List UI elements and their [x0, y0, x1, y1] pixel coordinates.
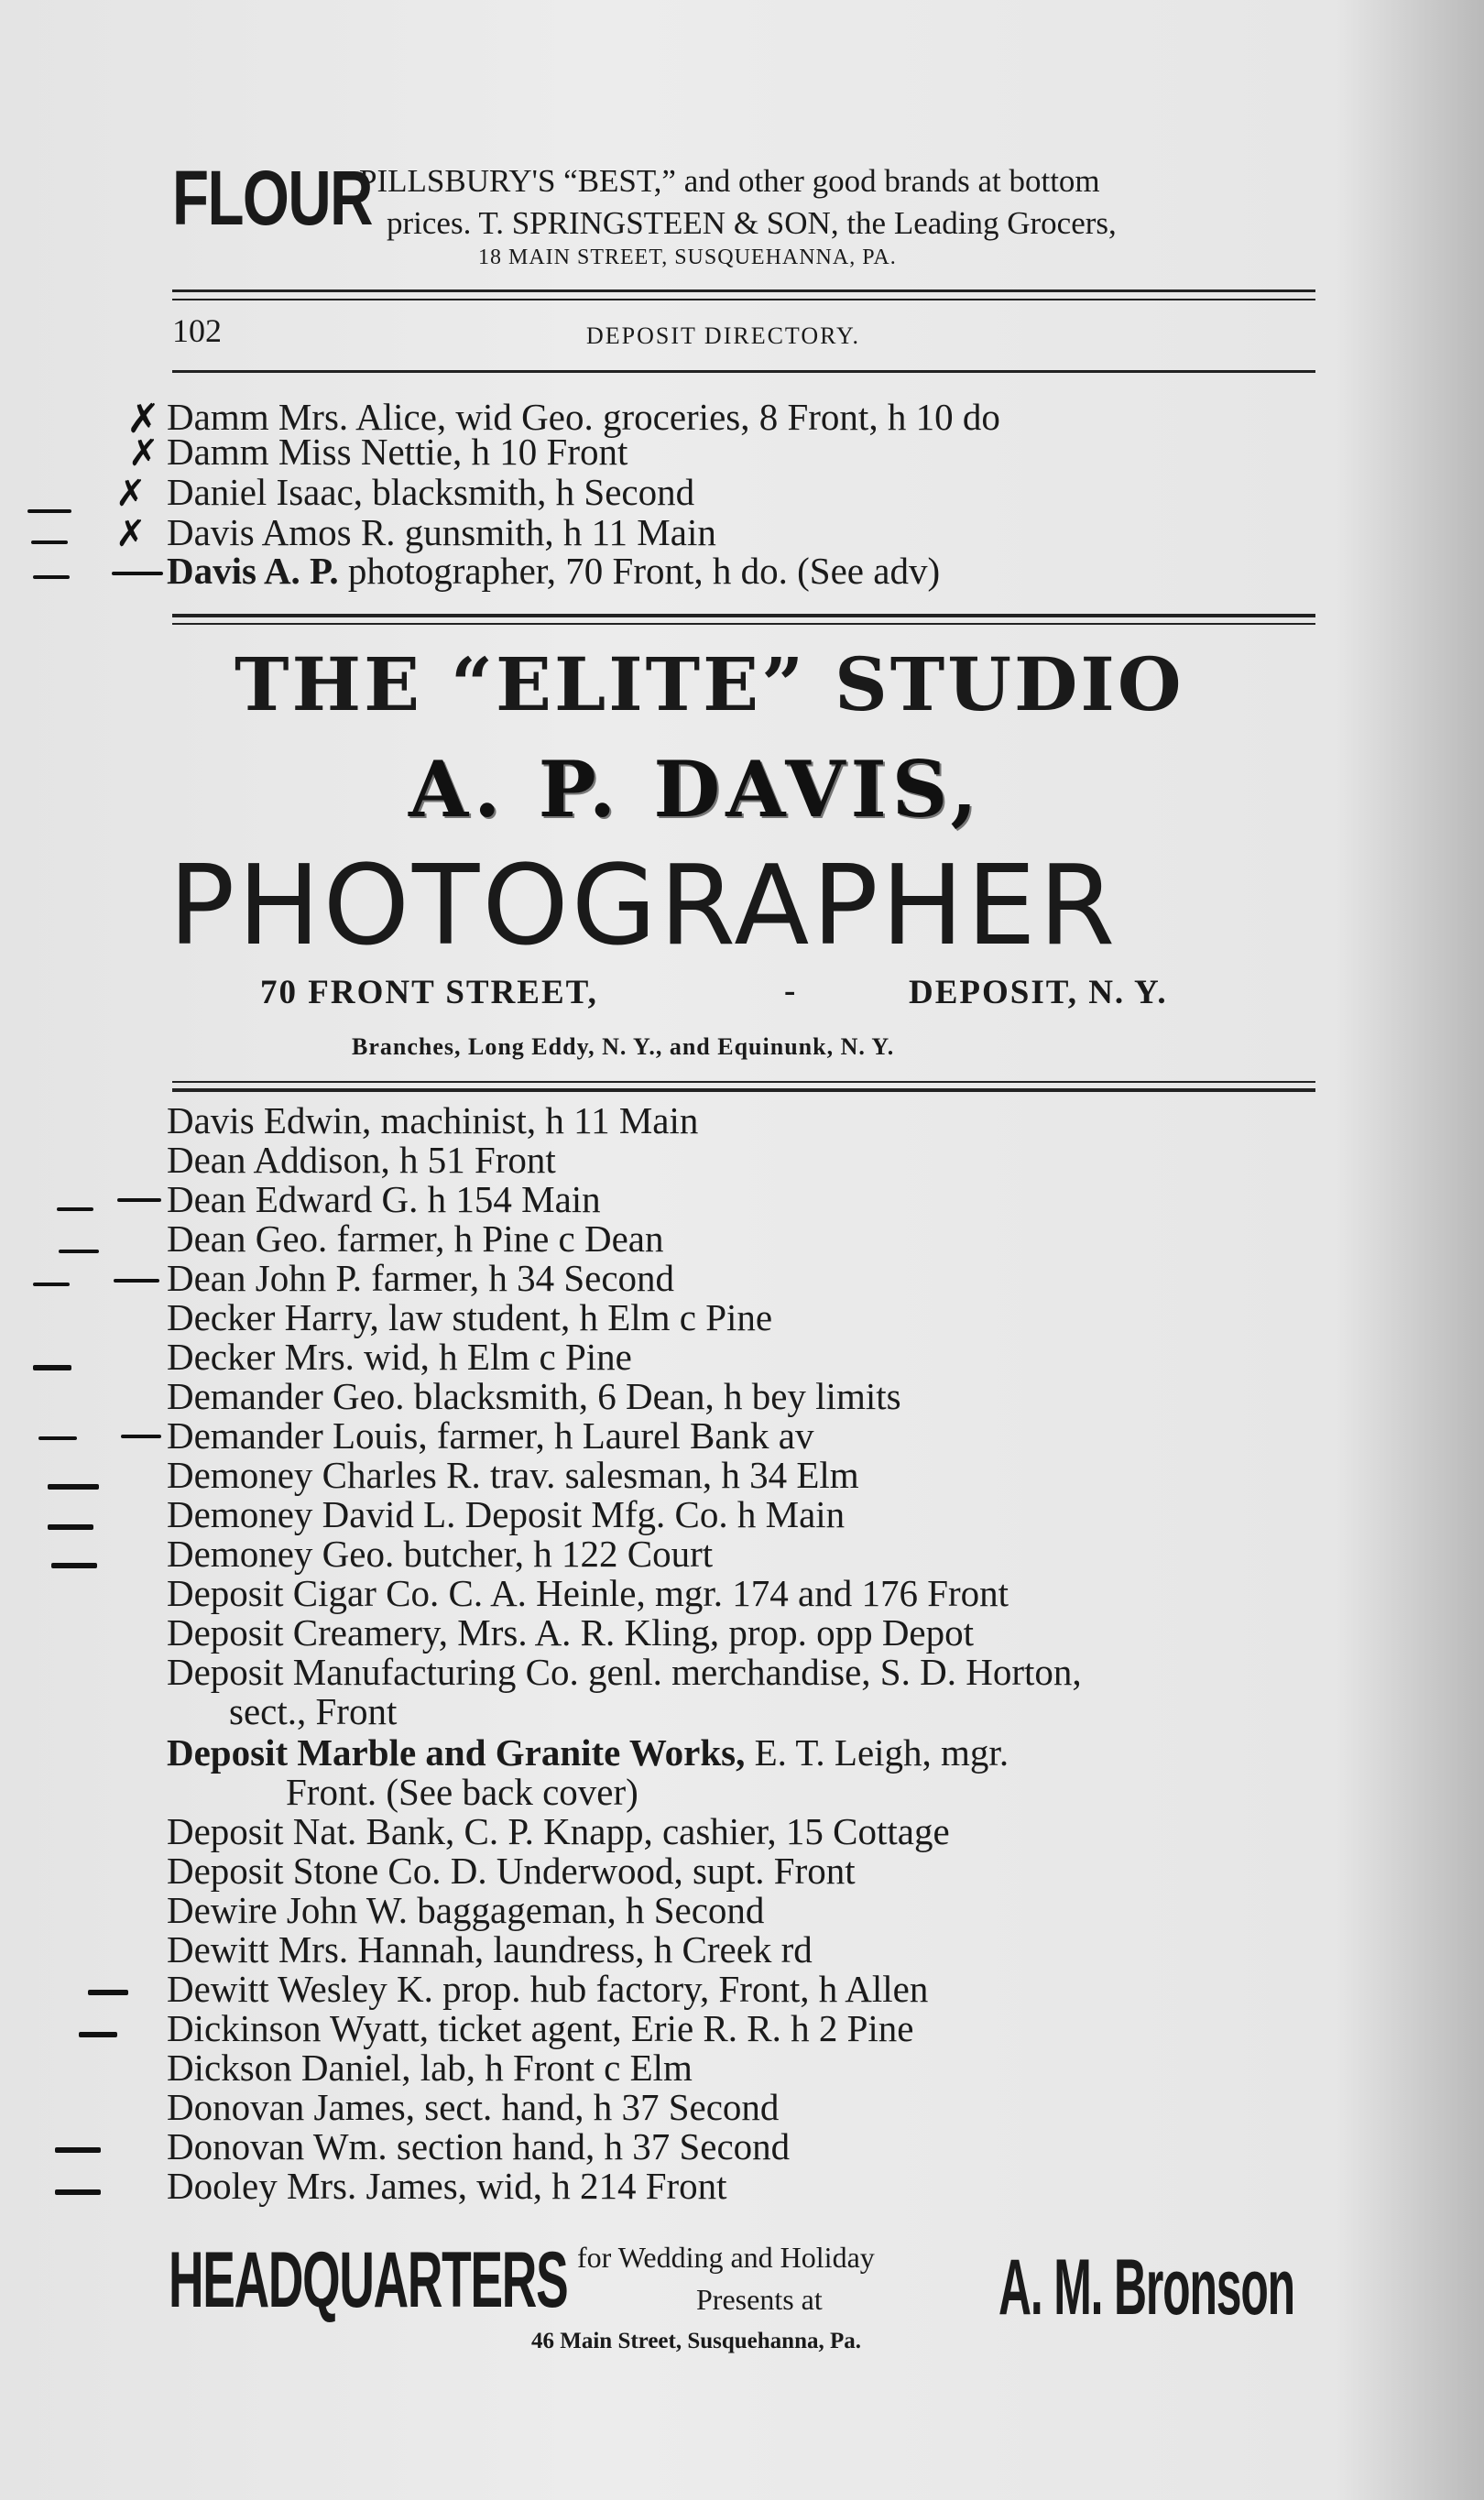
list-item: Deposit Stone Co. D. Underwood, supt. Front — [167, 1850, 856, 1892]
dash-mark-icon — [51, 1563, 97, 1568]
dash-mark-icon — [33, 1283, 70, 1286]
list-item: Dean Edward G. h 154 Main — [167, 1178, 601, 1220]
studio-ad-profession: PHOTOGRAPHER — [169, 843, 1118, 970]
list-item: Davis Edwin, machinist, h 11 Main — [167, 1099, 699, 1141]
page-number: 102 — [172, 312, 222, 349]
list-item: Dickson Daniel, lab, h Front c Elm — [167, 2047, 693, 2089]
bronson-name: A. M. Bronson — [998, 2243, 1294, 2331]
rule-top-2 — [172, 299, 1315, 300]
top-ad-line2: prices. T. SPRINGSTEEN & SON, the Leading Grocers, — [387, 205, 1117, 241]
list-item: Dewitt Mrs. Hannah, laundress, h Creek rd — [167, 1928, 813, 1971]
ad-rule-top-1 — [172, 614, 1315, 617]
list-item: Daniel Isaac, blacksmith, h Second — [167, 471, 695, 513]
studio-address-left: 70 FRONT STREET, — [260, 974, 598, 1011]
x-mark-icon: ✗ — [128, 432, 159, 475]
dash-mark-icon — [33, 575, 70, 579]
list-item: Decker Harry, law student, h Elm c Pine — [167, 1296, 773, 1338]
x-mark-icon: ✗ — [115, 513, 147, 555]
list-item: Dickinson Wyatt, ticket agent, Erie R. R. h 2 Pine — [167, 2007, 914, 2049]
x-mark-icon: ✗ — [115, 473, 147, 515]
dash-mark-icon — [88, 1990, 128, 1995]
list-item: Demoney David L. Deposit Mfg. Co. h Main — [167, 1493, 846, 1535]
dash-mark-icon — [38, 1436, 77, 1440]
dash-mark-icon — [27, 509, 71, 513]
list-item: Dean Addison, h 51 Front — [167, 1139, 556, 1181]
studio-ad-name: A. P. DAVIS, — [409, 744, 983, 835]
dash-mark-icon — [121, 1435, 161, 1438]
bottom-ad-mid1: for Wedding and Holiday — [577, 2241, 875, 2274]
dash-mark-icon — [48, 1524, 93, 1530]
list-item-continuation: Front. (See back cover) — [286, 1771, 638, 1813]
list-item: Demoney Geo. butcher, h 122 Court — [167, 1533, 714, 1575]
dash-mark-icon — [57, 1207, 93, 1211]
dash-mark-icon — [117, 1198, 161, 1202]
top-ad-line3: 18 MAIN STREET, SUSQUEHANNA, PA. — [478, 246, 897, 269]
dash-mark-icon — [59, 1250, 99, 1253]
x-mark-icon: ✗ — [126, 396, 160, 442]
list-item: Deposit Cigar Co. C. A. Heinle, mgr. 174 and 176 Front — [167, 1572, 1009, 1614]
ad-rule-bottom-2 — [172, 1088, 1315, 1092]
dash-mark-icon — [112, 572, 163, 575]
list-item: Donovan Wm. section hand, h 37 Second — [167, 2125, 791, 2167]
list-item: Damm Mrs. Alice, wid Geo. groceries, 8 Front, h 10 do — [167, 396, 1000, 438]
rule-top-1 — [172, 289, 1315, 292]
list-item: Deposit Creamery, Mrs. A. R. Kling, prop. opp Depot — [167, 1611, 975, 1654]
header-rule — [172, 370, 1315, 373]
running-title: DEPOSIT DIRECTORY. — [586, 322, 860, 349]
bottom-ad-address: 46 Main Street, Susquehanna, Pa. — [531, 2329, 862, 2353]
entry-name-bold: Davis A. P. — [167, 550, 339, 592]
entry-name-bold: Deposit Marble and Granite Works, — [167, 1731, 746, 1774]
dash-mark-icon — [114, 1279, 159, 1283]
entry-rest: photographer, 70 Front, h do. (See adv) — [347, 550, 941, 592]
list-item-davis-ap — [167, 551, 940, 591]
dash-mark-icon — [55, 2189, 101, 2195]
bottom-ad-mid2: Presents at — [696, 2283, 823, 2316]
dash-mark-icon — [55, 2147, 101, 2153]
studio-branches: Branches, Long Eddy, N. Y., and Equinunk, N. Y. — [352, 1033, 895, 1060]
list-item: Decker Mrs. wid, h Elm c Pine — [167, 1336, 632, 1378]
dash-mark-icon — [31, 540, 68, 544]
list-item: Dean Geo. farmer, h Pine c Dean — [167, 1217, 664, 1260]
studio-address-dash: - — [784, 972, 796, 1010]
ad-rule-top-2 — [172, 623, 1315, 625]
studio-ad-title: THE “ELITE” STUDIO — [235, 641, 1184, 727]
list-item: Demoney Charles R. trav. salesman, h 34 Elm — [167, 1454, 859, 1496]
ad-rule-bottom-1 — [172, 1081, 1315, 1083]
list-item: Dooley Mrs. James, wid, h 214 Front — [167, 2165, 727, 2207]
list-item: Dewire John W. baggageman, h Second — [167, 1889, 765, 1931]
list-item: Damm Miss Nettie, h 10 Front — [167, 431, 628, 473]
list-item: Deposit Manufacturing Co. genl. merchandise, S. D. Horton, — [167, 1651, 1082, 1693]
dash-mark-icon — [48, 1484, 99, 1490]
dash-mark-icon — [79, 2032, 117, 2037]
list-item: Demander Louis, farmer, h Laurel Bank av — [167, 1414, 814, 1457]
list-item: Dean John P. farmer, h 34 Second — [167, 1257, 675, 1299]
flour-word: FLOUR — [172, 155, 372, 241]
list-item: Davis Amos R. gunsmith, h 11 Main — [167, 511, 716, 553]
dash-mark-icon — [33, 1365, 71, 1370]
list-item-marble-works — [167, 1733, 1009, 1773]
headquarters-word: HEADQUARTERS — [169, 2236, 568, 2324]
list-item: Dewitt Wesley K. prop. hub factory, Front, h Allen — [167, 1968, 929, 2010]
list-item: Donovan James, sect. hand, h 37 Second — [167, 2086, 780, 2128]
list-item-continuation: sect., Front — [229, 1690, 398, 1732]
studio-address-right: DEPOSIT, N. Y. — [909, 974, 1168, 1011]
list-item: Deposit Nat. Bank, C. P. Knapp, cashier, 15 Cottage — [167, 1810, 950, 1852]
top-ad-line1: PILLSBURY'S “BEST,” and other good brands at bottom — [359, 163, 1100, 199]
entry-rest: E. T. Leigh, mgr. — [754, 1731, 1009, 1774]
list-item: Demander Geo. blacksmith, 6 Dean, h bey limits — [167, 1375, 901, 1417]
